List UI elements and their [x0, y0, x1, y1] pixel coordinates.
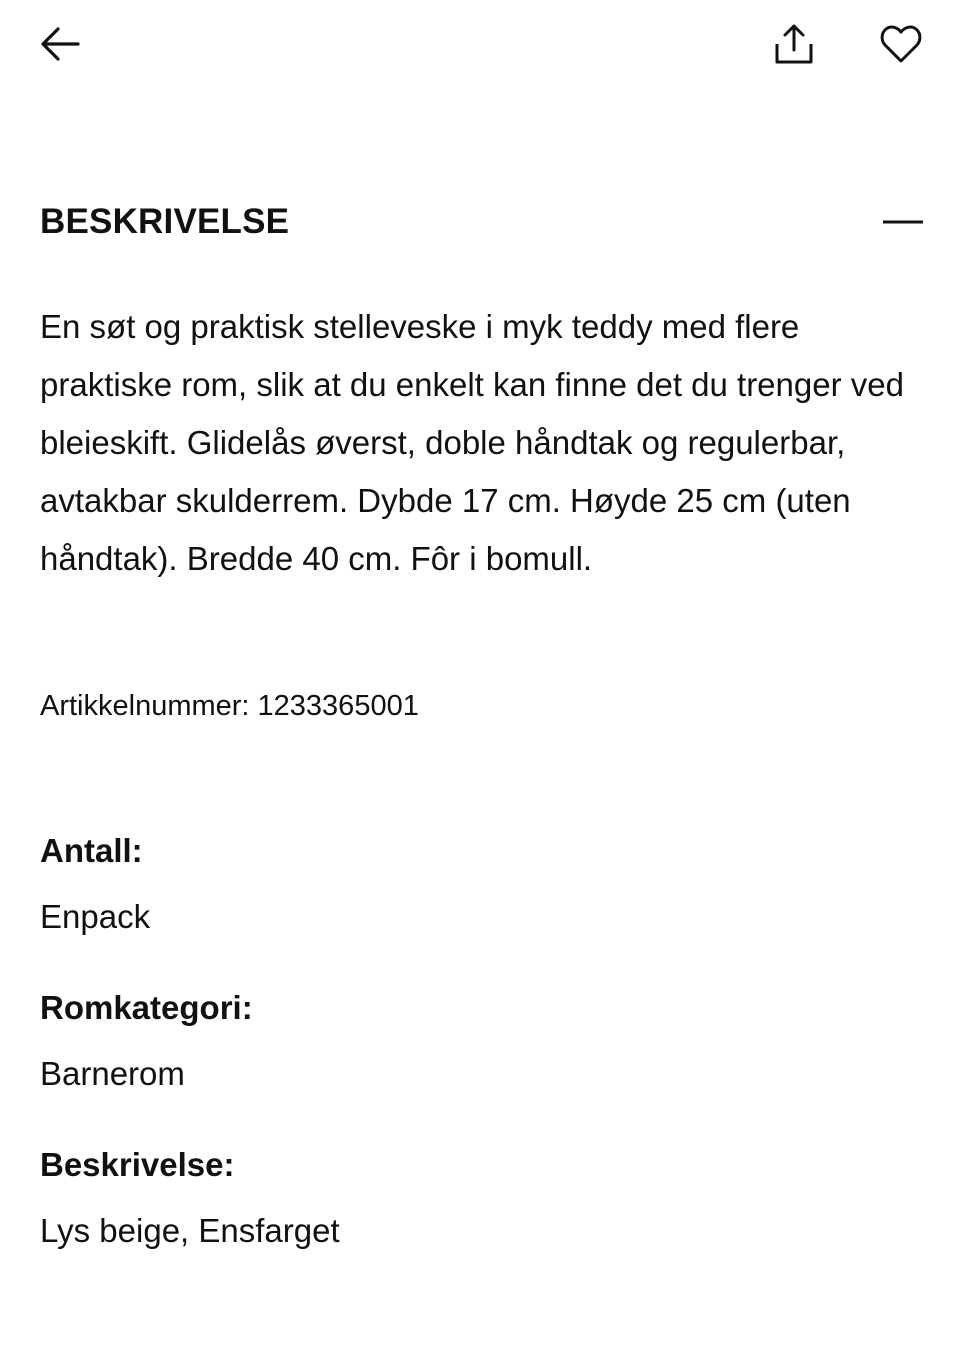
arrow-left-icon	[38, 22, 82, 66]
article-number: Artikkelnummer: 1233365001	[40, 690, 419, 722]
attribute-value: Enpack	[40, 898, 151, 935]
share-button[interactable]	[766, 16, 822, 72]
attribute-value: Lys beige, Ensfarget	[40, 1212, 340, 1249]
attribute-quantity	[40, 829, 920, 939]
attribute-label: Antall:	[40, 832, 143, 869]
heart-outline-icon	[879, 22, 923, 66]
attribute-value: Barnerom	[40, 1055, 185, 1092]
section-title: BESKRIVELSE	[40, 202, 290, 241]
attribute-room-category	[40, 986, 920, 1096]
product-description: En søt og praktisk stelleveske i myk teddy med flere praktiske rom, slik at du enkelt kan finne det du trenger ved bleieskift. Glidelås øverst, doble håndtak og regulerbar, avtakbar skulderrem. Dybde 17 cm. Høyde 25 cm (uten håndtak). Bredde 40 cm. Fôr i bomull.	[40, 308, 904, 577]
back-button[interactable]	[32, 16, 88, 72]
attribute-label: Beskrivelse:	[40, 1146, 235, 1183]
top-bar	[0, 0, 960, 90]
description-section-header[interactable]	[40, 196, 924, 248]
minus-icon[interactable]	[882, 201, 924, 243]
attribute-label: Romkategori:	[40, 989, 253, 1026]
attribute-description	[40, 1143, 920, 1253]
share-icon	[772, 22, 816, 66]
favorite-button[interactable]	[873, 16, 929, 72]
